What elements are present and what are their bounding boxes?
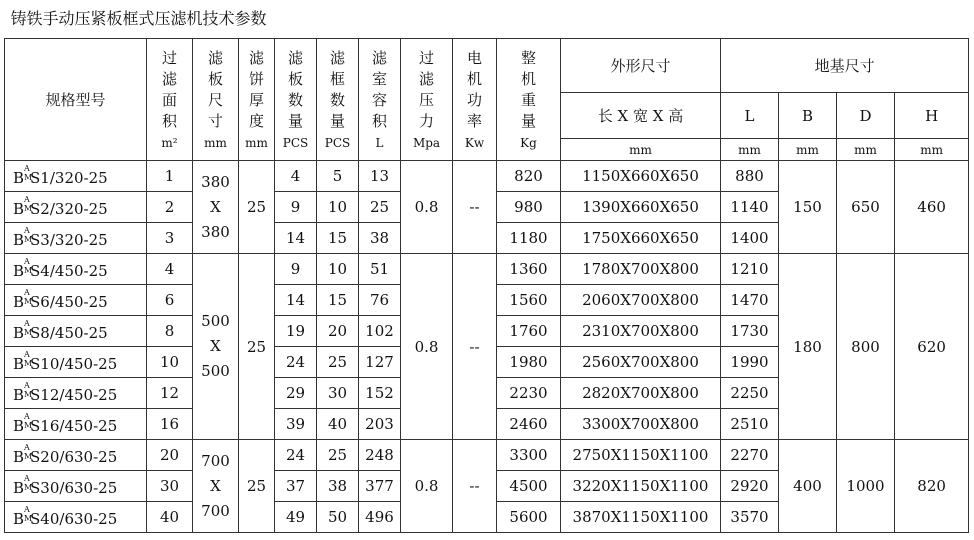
- header-char: 厚: [248, 90, 264, 109]
- model-prefix-marks: [24, 412, 33, 431]
- model-name: S30/630-25: [30, 479, 118, 497]
- area-cell: 10: [147, 347, 193, 378]
- model-prefix-sup: A: [24, 381, 30, 390]
- model-prefix-sub: M: [24, 266, 33, 275]
- model-prefix: B: [13, 324, 25, 342]
- header-unit: Kw: [464, 135, 485, 150]
- header-plate-size: [193, 39, 239, 161]
- weight-cell: 820: [497, 161, 561, 192]
- outline-cell: 2560X700X800: [561, 347, 721, 378]
- outline-cell: 1750X660X650: [561, 223, 721, 254]
- model-prefix: B: [13, 293, 25, 311]
- area-cell: 2: [147, 192, 193, 223]
- header-char: 滤: [371, 48, 387, 67]
- header-char: 尺: [207, 90, 223, 109]
- model-prefix-sup: A: [24, 195, 30, 204]
- foundation-b-cell: 400: [779, 440, 837, 533]
- outline-cell: 1150X660X650: [561, 161, 721, 192]
- model-prefix: B: [13, 262, 25, 280]
- header-outline: 外形尺寸: [561, 39, 721, 93]
- header-unit: m²: [161, 135, 178, 150]
- plate-size-part: X: [210, 476, 221, 495]
- model-prefix-sub: M: [24, 235, 33, 244]
- area-cell: 12: [147, 378, 193, 409]
- model-cell: [5, 378, 147, 409]
- area-cell: 8: [147, 316, 193, 347]
- model-prefix-sub: M: [24, 204, 33, 213]
- plate-count-cell: 14: [275, 223, 317, 254]
- foundation-d-cell: 800: [837, 254, 895, 440]
- header-unit: Kg: [520, 135, 537, 150]
- header-char: 整: [520, 48, 536, 67]
- foundation-b-cell: 180: [779, 254, 837, 440]
- model-name: S16/450-25: [30, 417, 118, 435]
- header-chamber-volume: [359, 39, 401, 161]
- header-outline-sub: 长 X 宽 X 高: [561, 93, 721, 139]
- header-char: 板: [207, 69, 223, 88]
- power-cell: --: [453, 161, 497, 254]
- document-title: 铸铁手动压紧板框式压滤机技术参数: [5, 0, 969, 39]
- header-char: 滤: [161, 69, 177, 88]
- model-prefix-sup: A: [24, 164, 30, 173]
- model-cell: [5, 502, 147, 533]
- model-name: S40/630-25: [30, 510, 118, 528]
- model-cell: [5, 285, 147, 316]
- plate-count-cell: 14: [275, 285, 317, 316]
- foundation-l-cell: 1990: [721, 347, 779, 378]
- power-cell: --: [453, 254, 497, 440]
- header-area: [147, 39, 193, 161]
- header-char: 率: [466, 111, 482, 130]
- model-name: S6/450-25: [30, 293, 108, 311]
- frame-count-cell: 25: [317, 347, 359, 378]
- plate-size-part: X: [210, 337, 221, 355]
- model-prefix-marks: [24, 319, 33, 338]
- frame-count-cell: 5: [317, 161, 359, 192]
- header-char: 面: [161, 90, 177, 109]
- spec-table-body: [5, 0, 969, 533]
- model-cell: [5, 254, 147, 285]
- outline-cell: 1780X700X800: [561, 254, 721, 285]
- header-model: 规格型号: [5, 39, 147, 161]
- model-prefix-sub: M: [24, 452, 33, 461]
- frame-count-cell: 15: [317, 223, 359, 254]
- plate-count-cell: 39: [275, 409, 317, 440]
- chamber-volume-cell: 496: [359, 502, 401, 533]
- header-foundation-l: L: [721, 93, 779, 139]
- foundation-l-cell: 3570: [721, 502, 779, 533]
- header-unit: Mpa: [412, 135, 441, 150]
- foundation-l-cell: 2270: [721, 440, 779, 471]
- model-prefix: B: [13, 169, 25, 187]
- header-frame-count: [317, 39, 359, 161]
- area-cell: 6: [147, 285, 193, 316]
- chamber-volume-cell: 25: [359, 192, 401, 223]
- plate-size-part: 380: [201, 172, 230, 191]
- model-prefix-sub: M: [24, 297, 33, 306]
- model-name: S8/450-25: [30, 324, 108, 342]
- foundation-l-cell: 880: [721, 161, 779, 192]
- model-name: S2/320-25: [30, 200, 108, 218]
- plate-size-part: 380: [201, 222, 230, 241]
- model-prefix: B: [13, 231, 25, 249]
- outline-cell: 3220X1150X1100: [561, 471, 721, 502]
- chamber-volume-cell: 203: [359, 409, 401, 440]
- header-unit: L: [375, 135, 384, 150]
- chamber-volume-cell: 377: [359, 471, 401, 502]
- outline-cell: 3870X1150X1100: [561, 502, 721, 533]
- model-prefix-sup: A: [24, 443, 30, 452]
- plate-count-cell: 24: [275, 347, 317, 378]
- foundation-d-cell: 1000: [837, 440, 895, 533]
- header-power: [453, 39, 497, 161]
- model-name: S12/450-25: [30, 386, 118, 404]
- model-cell: [5, 409, 147, 440]
- plate-size-part: 500: [201, 362, 230, 380]
- cake-thickness-cell: 25: [239, 161, 275, 254]
- foundation-l-cell: 2920: [721, 471, 779, 502]
- header-outline-unit: mm: [561, 139, 721, 161]
- header-char: 寸: [207, 111, 223, 130]
- chamber-volume-cell: 13: [359, 161, 401, 192]
- header-foundation-unit: mm: [895, 139, 969, 161]
- model-cell: [5, 440, 147, 471]
- model-prefix-marks: [24, 257, 33, 276]
- chamber-volume-cell: 76: [359, 285, 401, 316]
- weight-cell: 1180: [497, 223, 561, 254]
- chamber-volume-cell: 248: [359, 440, 401, 471]
- model-prefix: B: [13, 355, 25, 373]
- model-prefix-sup: A: [24, 350, 30, 359]
- frame-count-cell: 10: [317, 254, 359, 285]
- frame-count-cell: 10: [317, 192, 359, 223]
- plate-count-cell: 9: [275, 192, 317, 223]
- header-foundation-unit: mm: [779, 139, 837, 161]
- model-cell: [5, 161, 147, 192]
- area-cell: 40: [147, 502, 193, 533]
- model-prefix: B: [13, 386, 25, 404]
- model-prefix-sub: M: [24, 514, 33, 523]
- plate-count-cell: 37: [275, 471, 317, 502]
- foundation-h-cell: 820: [895, 440, 969, 533]
- model-prefix-marks: [24, 505, 33, 524]
- area-cell: 30: [147, 471, 193, 502]
- weight-cell: 980: [497, 192, 561, 223]
- header-unit: mm: [245, 135, 268, 150]
- model-prefix: B: [13, 510, 25, 528]
- model-prefix-sup: A: [24, 257, 30, 266]
- model-name: S10/450-25: [30, 355, 118, 373]
- header-char: 过: [418, 48, 434, 67]
- model-prefix-marks: [24, 226, 33, 245]
- model-prefix-sub: M: [24, 173, 33, 182]
- area-cell: 16: [147, 409, 193, 440]
- header-foundation: 地基尺寸: [721, 39, 969, 93]
- header-char: 机: [520, 69, 536, 88]
- header-char: 积: [371, 111, 387, 130]
- frame-count-cell: 50: [317, 502, 359, 533]
- model-prefix-marks: [24, 474, 33, 493]
- model-prefix-sup: A: [24, 319, 30, 328]
- frame-count-cell: 25: [317, 440, 359, 471]
- plate-size-part: X: [210, 197, 221, 216]
- header-char: 压: [418, 90, 434, 109]
- header-unit: PCS: [324, 135, 351, 150]
- header-char: 饼: [248, 69, 264, 88]
- plate-count-cell: 24: [275, 440, 317, 471]
- pressure-cell: 0.8: [401, 254, 453, 440]
- plate-size-part: 700: [201, 451, 230, 470]
- header-char: 滤: [418, 69, 434, 88]
- frame-count-cell: 38: [317, 471, 359, 502]
- header-char: 度: [248, 111, 264, 130]
- model-cell: [5, 223, 147, 254]
- plate-count-cell: 19: [275, 316, 317, 347]
- plate-size-cell: [193, 161, 239, 254]
- weight-cell: 1560: [497, 285, 561, 316]
- weight-cell: 1760: [497, 316, 561, 347]
- model-name: S1/320-25: [30, 169, 108, 187]
- model-prefix: B: [13, 479, 25, 497]
- area-cell: 3: [147, 223, 193, 254]
- header-weight: [497, 39, 561, 161]
- spec-document: [4, 0, 968, 539]
- model-prefix-marks: [24, 164, 33, 183]
- power-cell: --: [453, 440, 497, 533]
- foundation-l-cell: 2510: [721, 409, 779, 440]
- header-char: 量: [520, 111, 536, 130]
- header-foundation-unit: mm: [837, 139, 895, 161]
- model-cell: [5, 192, 147, 223]
- foundation-l-cell: 1210: [721, 254, 779, 285]
- header-char: 数: [329, 90, 345, 109]
- header-unit: PCS: [282, 135, 309, 150]
- header-plate-count: [275, 39, 317, 161]
- table-row: [5, 440, 969, 471]
- plate-count-cell: 29: [275, 378, 317, 409]
- cake-thickness-cell: 25: [239, 440, 275, 533]
- area-cell: 1: [147, 161, 193, 192]
- header-foundation-d: D: [837, 93, 895, 139]
- pressure-cell: 0.8: [401, 161, 453, 254]
- outline-cell: 2060X700X800: [561, 285, 721, 316]
- foundation-d-cell: 650: [837, 161, 895, 254]
- model-prefix-sub: M: [24, 359, 33, 368]
- header-char: 滤: [248, 48, 264, 67]
- header-foundation-b: B: [779, 93, 837, 139]
- model-prefix: B: [13, 448, 25, 466]
- frame-count-cell: 15: [317, 285, 359, 316]
- plate-count-cell: 9: [275, 254, 317, 285]
- model-prefix-sub: M: [24, 390, 33, 399]
- foundation-l-cell: 1730: [721, 316, 779, 347]
- weight-cell: 5600: [497, 502, 561, 533]
- table-row: [5, 254, 969, 285]
- model-name: S3/320-25: [30, 231, 108, 249]
- header-char: 框: [329, 69, 345, 88]
- model-prefix-sup: A: [24, 288, 30, 297]
- chamber-volume-cell: 127: [359, 347, 401, 378]
- frame-count-cell: 40: [317, 409, 359, 440]
- model-prefix-sub: M: [24, 328, 33, 337]
- header-char: 容: [371, 90, 387, 109]
- header-char: 量: [329, 111, 345, 130]
- model-prefix-sub: M: [24, 483, 33, 492]
- model-prefix-marks: [24, 350, 33, 369]
- header-char: 室: [371, 69, 387, 88]
- foundation-b-cell: 150: [779, 161, 837, 254]
- model-prefix-marks: [24, 443, 33, 462]
- model-prefix-sup: A: [24, 505, 30, 514]
- chamber-volume-cell: 38: [359, 223, 401, 254]
- chamber-volume-cell: 102: [359, 316, 401, 347]
- model-prefix: B: [13, 417, 25, 435]
- header-char: 电: [466, 48, 482, 67]
- cake-thickness-cell: 25: [239, 254, 275, 440]
- plate-size-cell: [193, 254, 239, 440]
- foundation-l-cell: 2250: [721, 378, 779, 409]
- frame-count-cell: 30: [317, 378, 359, 409]
- header-char: 功: [466, 90, 482, 109]
- plate-size-part: 700: [201, 501, 230, 520]
- chamber-volume-cell: 152: [359, 378, 401, 409]
- model-prefix-marks: [24, 288, 33, 307]
- header-char: 过: [161, 48, 177, 67]
- model-cell: [5, 347, 147, 378]
- area-cell: 20: [147, 440, 193, 471]
- model-prefix-marks: [24, 195, 33, 214]
- header-pressure: [401, 39, 453, 161]
- weight-cell: 2460: [497, 409, 561, 440]
- weight-cell: 4500: [497, 471, 561, 502]
- foundation-h-cell: 620: [895, 254, 969, 440]
- outline-cell: 3300X700X800: [561, 409, 721, 440]
- table-row: [5, 161, 969, 192]
- model-cell: [5, 316, 147, 347]
- plate-size-part: 500: [201, 312, 230, 330]
- model-name: S20/630-25: [30, 448, 118, 466]
- header-char: 数: [287, 90, 303, 109]
- foundation-h-cell: 460: [895, 161, 969, 254]
- header-char: 量: [287, 111, 303, 130]
- foundation-l-cell: 1470: [721, 285, 779, 316]
- foundation-l-cell: 1400: [721, 223, 779, 254]
- spec-table: [4, 0, 969, 533]
- header-char: 重: [520, 90, 536, 109]
- area-cell: 4: [147, 254, 193, 285]
- outline-cell: 2750X1150X1100: [561, 440, 721, 471]
- header-char: 机: [466, 69, 482, 88]
- header-foundation-unit: mm: [721, 139, 779, 161]
- frame-count-cell: 20: [317, 316, 359, 347]
- header-unit: mm: [204, 135, 227, 150]
- pressure-cell: 0.8: [401, 440, 453, 533]
- header-char: 力: [418, 111, 434, 130]
- header-char: 积: [161, 111, 177, 130]
- weight-cell: 1360: [497, 254, 561, 285]
- model-cell: [5, 471, 147, 502]
- model-name: S4/450-25: [30, 262, 108, 280]
- plate-count-cell: 4: [275, 161, 317, 192]
- foundation-l-cell: 1140: [721, 192, 779, 223]
- weight-cell: 3300: [497, 440, 561, 471]
- outline-cell: 2820X700X800: [561, 378, 721, 409]
- chamber-volume-cell: 51: [359, 254, 401, 285]
- model-prefix-sub: M: [24, 421, 33, 430]
- weight-cell: 1980: [497, 347, 561, 378]
- model-prefix: B: [13, 200, 25, 218]
- model-prefix-sup: A: [24, 412, 30, 421]
- header-char: 滤: [207, 48, 223, 67]
- header-char: 板: [287, 69, 303, 88]
- header-char: 滤: [287, 48, 303, 67]
- header-foundation-h: H: [895, 93, 969, 139]
- model-prefix-sup: A: [24, 474, 30, 483]
- outline-cell: 1390X660X650: [561, 192, 721, 223]
- header-char: 滤: [329, 48, 345, 67]
- model-prefix-marks: [24, 381, 33, 400]
- plate-count-cell: 49: [275, 502, 317, 533]
- outline-cell: 2310X700X800: [561, 316, 721, 347]
- header-cake-thickness: [239, 39, 275, 161]
- plate-size-cell: [193, 440, 239, 533]
- weight-cell: 2230: [497, 378, 561, 409]
- model-prefix-sup: A: [24, 226, 30, 235]
